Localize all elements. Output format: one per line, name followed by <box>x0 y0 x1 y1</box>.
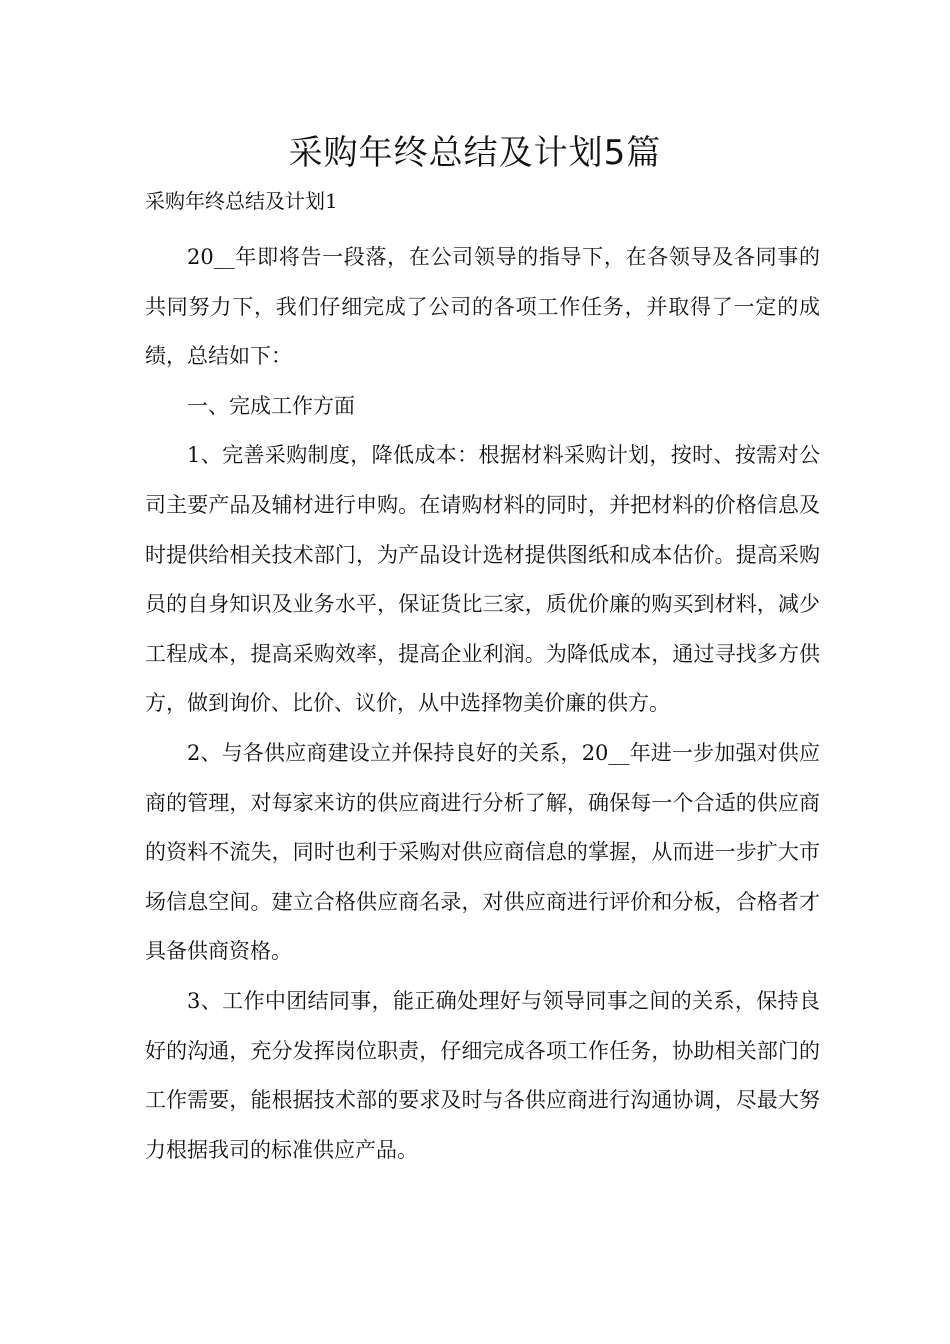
paragraph-item-1: 1、完善采购制度，降低成本：根据材料采购计划，按时、按需对公司主要产品及辅材进行申购。在请购材料的同时，并把材料的价格信息及时提供给相关技术部门，为产品设计选材提供图纸和成本估价。提高采购员的自身知识及业务水平，保证货比三家，质优价廉的购买到材料，减少工程成本，提高采购效率，提高企业利润。为降低成本，通过寻找多方供方，做到询价、比价、议价，从中选择物美价廉的供方。 <box>145 443 820 716</box>
document-title: 采购年终总结及计划5篇 <box>288 133 662 173</box>
paragraph-item-2: 2、与各供应商建设立并保持良好的关系，20__年进一步加强对供应商的管理，对每家来访的供应商进行分析了解，确保每一个合适的供应商的资料不流失，同时也利于采购对供应商信息的掌握，从而进一步扩大市场信息空间。建立合格供应商名录，对供应商进行评价和分板，合格者才具备供商资格。 <box>145 740 820 964</box>
paragraph-intro: 20__年即将告一段落，在公司领导的指导下，在各领导及各同事的共同努力下，我们仔细完成了公司的各项工作任务，并取得了一定的成绩，总结如下： <box>145 245 820 369</box>
section-heading-work: 一、完成工作方面 <box>187 393 355 418</box>
document-body <box>145 233 820 1175</box>
document-subtitle: 采购年终总结及计划1 <box>145 189 338 213</box>
paragraph-item-3: 3、工作中团结同事，能正确处理好与领导同事之间的关系，保持良好的沟通，充分发挥岗位职责，仔细完成各项工作任务，协助相关部门的工作需要，能根据技术部的要求及时与各供应商进行沟通协调，尽最大努力根据我司的标准供应产品。 <box>145 988 820 1162</box>
